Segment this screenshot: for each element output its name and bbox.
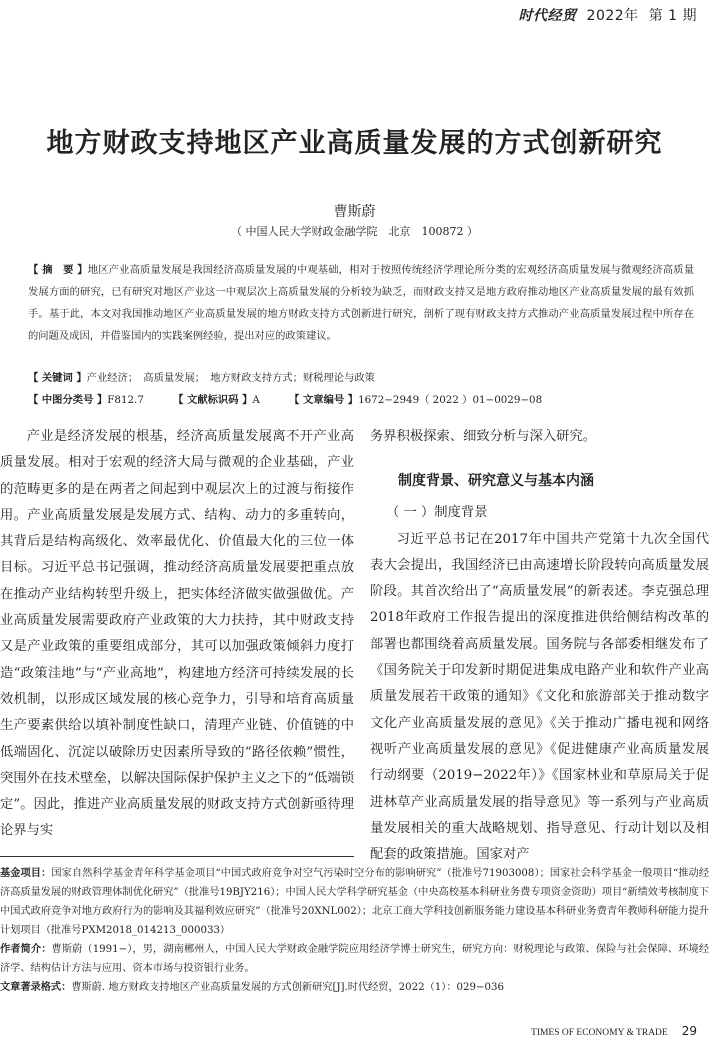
page-header (0, 0, 709, 28)
issue-number: 第 1 期 (648, 8, 697, 24)
section-heading: 制度背景、研究意义与基本内涵 (398, 473, 594, 490)
doc-code-value: A (252, 394, 260, 406)
fund-label: 基金项目： (0, 868, 52, 879)
author-bio-label: 作者简介： (0, 944, 52, 955)
article-title: 地方财政支持地区产业高质量发展的方式创新研究 (46, 128, 663, 159)
article-number-label: 【 文章编号 】 (289, 394, 359, 406)
fund-text: 国家自然科学基金青年科学基金项目“中国式政府竞争对空气污染时空分布的影响研究”（批准号71903008）；国家社会科学基金一般项目“推动经济高质量发展的财政管理体制优化研究”（批准号19BJY216）；中国人民大学科学研究基金（中央高校基本科研业务费专项资金资助）项目“新绩效考核制度下中国式政府竞争对地方政府行为的影响及其福利效应研究”（批准号20XNL002）；北京工商大学科技创新服务能力建设基本科研业务费青年教师科研能力提升计划项目（批准号PXM2018_014213_000033） (0, 868, 709, 936)
issue-year: 2022年 (586, 8, 639, 24)
keywords (28, 369, 694, 384)
clc-value: F812.7 (107, 394, 144, 406)
header-text (519, 5, 697, 25)
subsection-heading: （ 一 ）制度背景 (385, 505, 488, 521)
abstract (28, 259, 694, 347)
abstract-label: 【 摘 要 】 (28, 264, 88, 276)
keywords-label: 【 关键词 】 (28, 372, 87, 384)
citation-label: 文章著录格式： (0, 982, 72, 993)
footnotes (0, 864, 709, 997)
citation-text: 曹斯蔚. 地方财政支持地区产业高质量发展的方式创新研究[J].时代经贸，2022（1）：029−036 (71, 982, 504, 993)
body-column-right (370, 424, 709, 868)
author-name: 曹斯蔚 (333, 204, 376, 220)
body-column-left (0, 424, 354, 845)
doc-code-label: 【 文献标识码 】 (173, 394, 253, 406)
body-paragraph: 产业是经济发展的根基，经济高质量发展离不开产业高质量发展。相对于宏观的经济大局与微观的企业基础，产业的范畴更多的是在两者之间起到中观层次上的过渡与衔接作用。产业高质量发展是发展方式、结构、动力的多重转向，其背后是结构高级化、效率最优化、价值最大化的三位一体目标。习近平总书记强调，推动经济高质量发展要把重点放在推动产业结构转型升级上，把实体经济做实做强做优。产业高质量发展需要政府产业政策的大力扶持，其中财政支持又是产业政策的重要组成部分，其可以加强政策倾斜力度打造“政策洼地”与“产业高地”，构建地方经济可持续发展的长效机制，以形成区域发展的核心竞争力，引导和培育高质量生产要素供给以填补制度性缺口，清理产业链、价值链的中低端固化、沉淀以破除历史因素所导致的“路径依赖”惯性，突围外在技术壁垒，以解决国际保护保护主义之下的“低端锁定”。因此，推进产业高质量发展的财政支持方式创新亟待理论界与实 (0, 429, 354, 839)
body-paragraph: 习近平总书记在2017年中国共产党第十九次全国代表大会提出，我国经济已由高速增长阶段转向高质量发展阶段。其首次给出了“高质量发展”的新表述。李克强总理2018年政府工作报告提出的深度推进供给侧结构改革的部署也都围绕着高质量发展。国务院与各部委相继发布了《国务院关于印发新时期促进集成电路产业和软件产业高质量发展若干政策的通知》《文化和旅游部关于推动数字文化产业高质量发展的意见》《关于推动广播电视和网络视听产业高质量发展的意见》《促进健康产业高质量发展行动纲要（2019−2022年）》《国家林业和草原局关于促进林草产业高质量发展的指导意见》等一系列与产业高质量发展相关的重大战略规划、指导意见、行动计划以及相配套的政策措施。国家对产 (370, 531, 709, 863)
author-bio-text: 曹斯蔚（1991−），男，湖南郴州人，中国人民大学财政金融学院应用经济学博士研究生，研究方向：财税理论与政策、保险与社会保障、环境经济学、结构估计方法与应用、资本市场与投资银行业务。 (0, 944, 709, 974)
footnote-divider (0, 856, 354, 857)
clc-label: 【 中图分类号 】 (28, 394, 108, 406)
author-affiliation: （ 中国人民大学财政金融学院 北京 100872 ） (231, 225, 478, 238)
page-number: 29 (681, 1024, 697, 1038)
magazine-name: 时代经贸 (518, 8, 577, 24)
classification-line (28, 391, 694, 406)
page-footer (531, 1024, 697, 1038)
article-number-value: 1672−2949（ 2022 ）01−0029−08 (358, 394, 543, 406)
abstract-text: 地区产业高质量发展是我国经济高质量发展的中观基础，相对于按照传统经济学理论所分类的宏观经济高质量发展与微观经济高质量发展方面的研究，已有研究对地区产业这一中观层次上高质量发展的分析较为缺乏，而财政支持又是地方政府推动地区产业高质量发展的最有效抓手。基于此，本文对我国推动地区产业高质量发展的地方财政支持方式创新进行研究，剖析了现有财政支持方式推动产业高质量发展过程中所存在的问题及成因，并借鉴国内的实践案例经验，提出对应的政策建议。 (28, 264, 694, 342)
keywords-text: 产业经济； 高质量发展； 地方财政支持方式；财税理论与政策 (86, 372, 375, 384)
journal-english-name: TIMES OF ECONOMY & TRADE (531, 1028, 668, 1038)
body-paragraph: 务界积极探索、细致分析与深入研究。 (370, 429, 597, 444)
